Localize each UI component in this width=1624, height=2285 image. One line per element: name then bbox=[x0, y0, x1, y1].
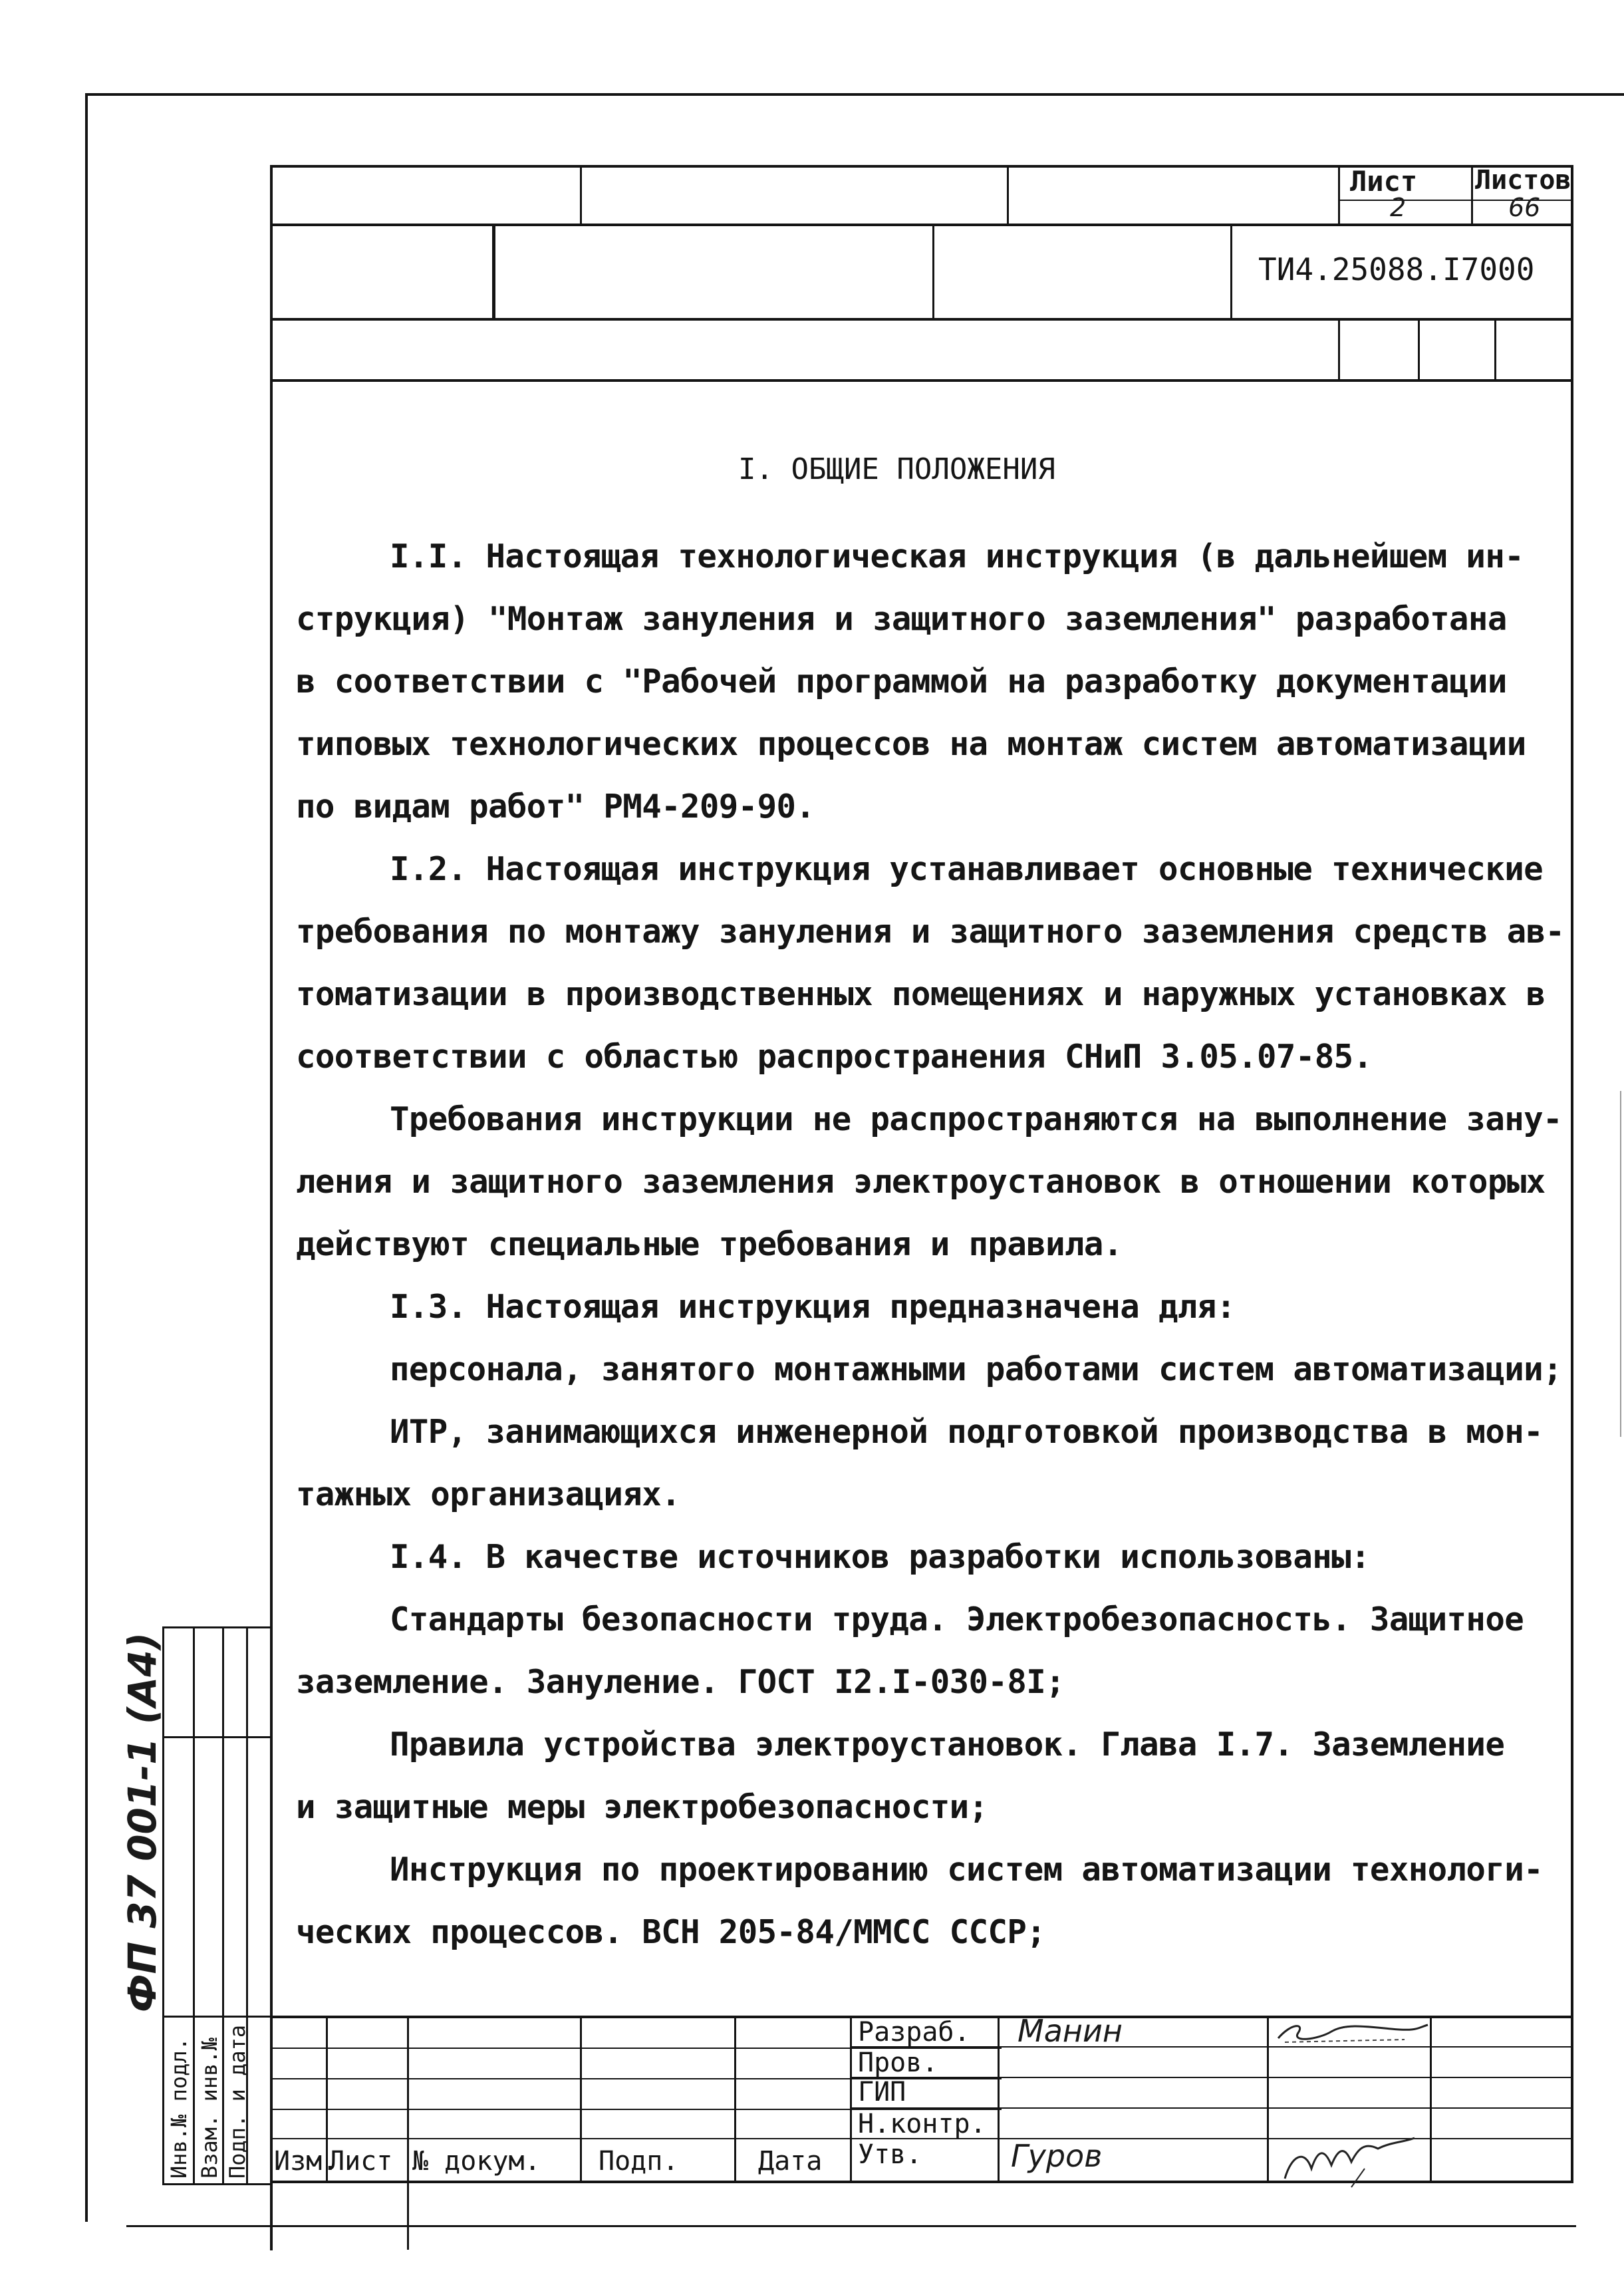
sheets-total: 66 bbox=[1508, 193, 1541, 222]
text-line: типовых технологических процессов на монтаж систем автоматизации bbox=[296, 725, 1526, 763]
inner-frame-right bbox=[1571, 165, 1573, 2181]
text-line: I.4. В качестве источников разработки использованы: bbox=[390, 1538, 1370, 1576]
text-line: и защитные меры электробезопасности; bbox=[296, 1788, 988, 1826]
text-line: томатизации в производственных помещениях и наружных установках в bbox=[296, 975, 1546, 1013]
role-gip: ГИП bbox=[858, 2077, 906, 2107]
sheet-label: Лист bbox=[1350, 165, 1418, 198]
text-line: тажных организациях. bbox=[296, 1475, 681, 1513]
col-doc: № докум. bbox=[412, 2146, 541, 2177]
outer-frame-left bbox=[85, 93, 88, 2222]
role-razrab: Разраб. bbox=[858, 2017, 970, 2048]
sheets-label: Листов bbox=[1475, 165, 1571, 196]
role-nkontr: Н.контр. bbox=[858, 2109, 986, 2139]
col-data: Дата bbox=[758, 2146, 823, 2177]
text-line: струкция) "Монтаж зануления и защитного заземления" разработана bbox=[296, 600, 1507, 638]
text-line: ИТР, занимающихся инженерной подготовкой производства в мон- bbox=[390, 1413, 1544, 1451]
text-line: Требования инструкции не распространяются на выполнение зану- bbox=[390, 1100, 1562, 1138]
text-line: Инструкция по проектированию систем автоматизации технологи- bbox=[390, 1851, 1544, 1889]
text-line: I.2. Настоящая инструкция устанавливает основные технические bbox=[390, 850, 1544, 888]
document-code: ТИ4.25088.I7000 bbox=[1258, 251, 1535, 287]
col-izm: Изм. bbox=[274, 2146, 338, 2177]
text-line: I.I. Настоящая технологическая инструкция (в дальнейшем ин- bbox=[390, 537, 1524, 575]
text-line: Правила устройства электроустановок. Глава I.7. Заземление bbox=[390, 1726, 1505, 1763]
text-line: ческих процессов. ВСН 205-84/ММСС СССР; bbox=[296, 1913, 1046, 1951]
col-podp: Подп. bbox=[599, 2146, 679, 2177]
inner-frame-left bbox=[270, 165, 273, 2250]
bottom-edge bbox=[126, 2225, 1576, 2227]
margin-inv-podl: Инв.№ подл. bbox=[166, 2038, 192, 2179]
text-line: заземление. Зануление. ГОСТ I2.I-030-8I; bbox=[296, 1663, 1065, 1701]
outer-frame-top bbox=[85, 93, 1624, 96]
signature-utv bbox=[1272, 2129, 1431, 2189]
col-list: Лист bbox=[329, 2146, 393, 2177]
margin-vzam: Взам. инв.№ bbox=[197, 2038, 222, 2179]
text-line: в соответствии с "Рабочей программой на разработку документации bbox=[296, 663, 1507, 700]
role-prov: Пров. bbox=[858, 2048, 938, 2078]
role-utv: Утв. bbox=[858, 2139, 922, 2170]
margin-podp-data: Подп. и дата bbox=[225, 2024, 250, 2179]
scan-edge-mark bbox=[1620, 1091, 1621, 1437]
text-line: по видам работ" РМ4-209-90. bbox=[296, 788, 815, 826]
text-line: требования по монтажу зануления и защитного заземления средств ав- bbox=[296, 913, 1565, 951]
name-razrab: Манин bbox=[1017, 2013, 1123, 2049]
text-line: Стандарты безопасности труда. Электробезопасность. Защитное bbox=[390, 1600, 1524, 1638]
signature-razrab bbox=[1272, 2020, 1431, 2046]
text-line: соответствии с областью распространения СНиП 3.05.07-85. bbox=[296, 1038, 1373, 1076]
form-code: ФП 37 001-1 (А4) bbox=[120, 1632, 165, 2012]
text-line: действуют специальные требования и правила. bbox=[296, 1225, 1123, 1263]
name-utv: Гуров bbox=[1011, 2138, 1103, 2174]
sheet-number: 2 bbox=[1390, 193, 1407, 222]
section-title: I. ОБЩИЕ ПОЛОЖЕНИЯ bbox=[738, 452, 1055, 486]
text-line: персонала, занятого монтажными работами систем автоматизации; bbox=[390, 1350, 1562, 1388]
text-line: ления и защитного заземления электроустановок в отношении которых bbox=[296, 1163, 1546, 1201]
text-line: I.3. Настоящая инструкция предназначена для: bbox=[390, 1288, 1236, 1326]
